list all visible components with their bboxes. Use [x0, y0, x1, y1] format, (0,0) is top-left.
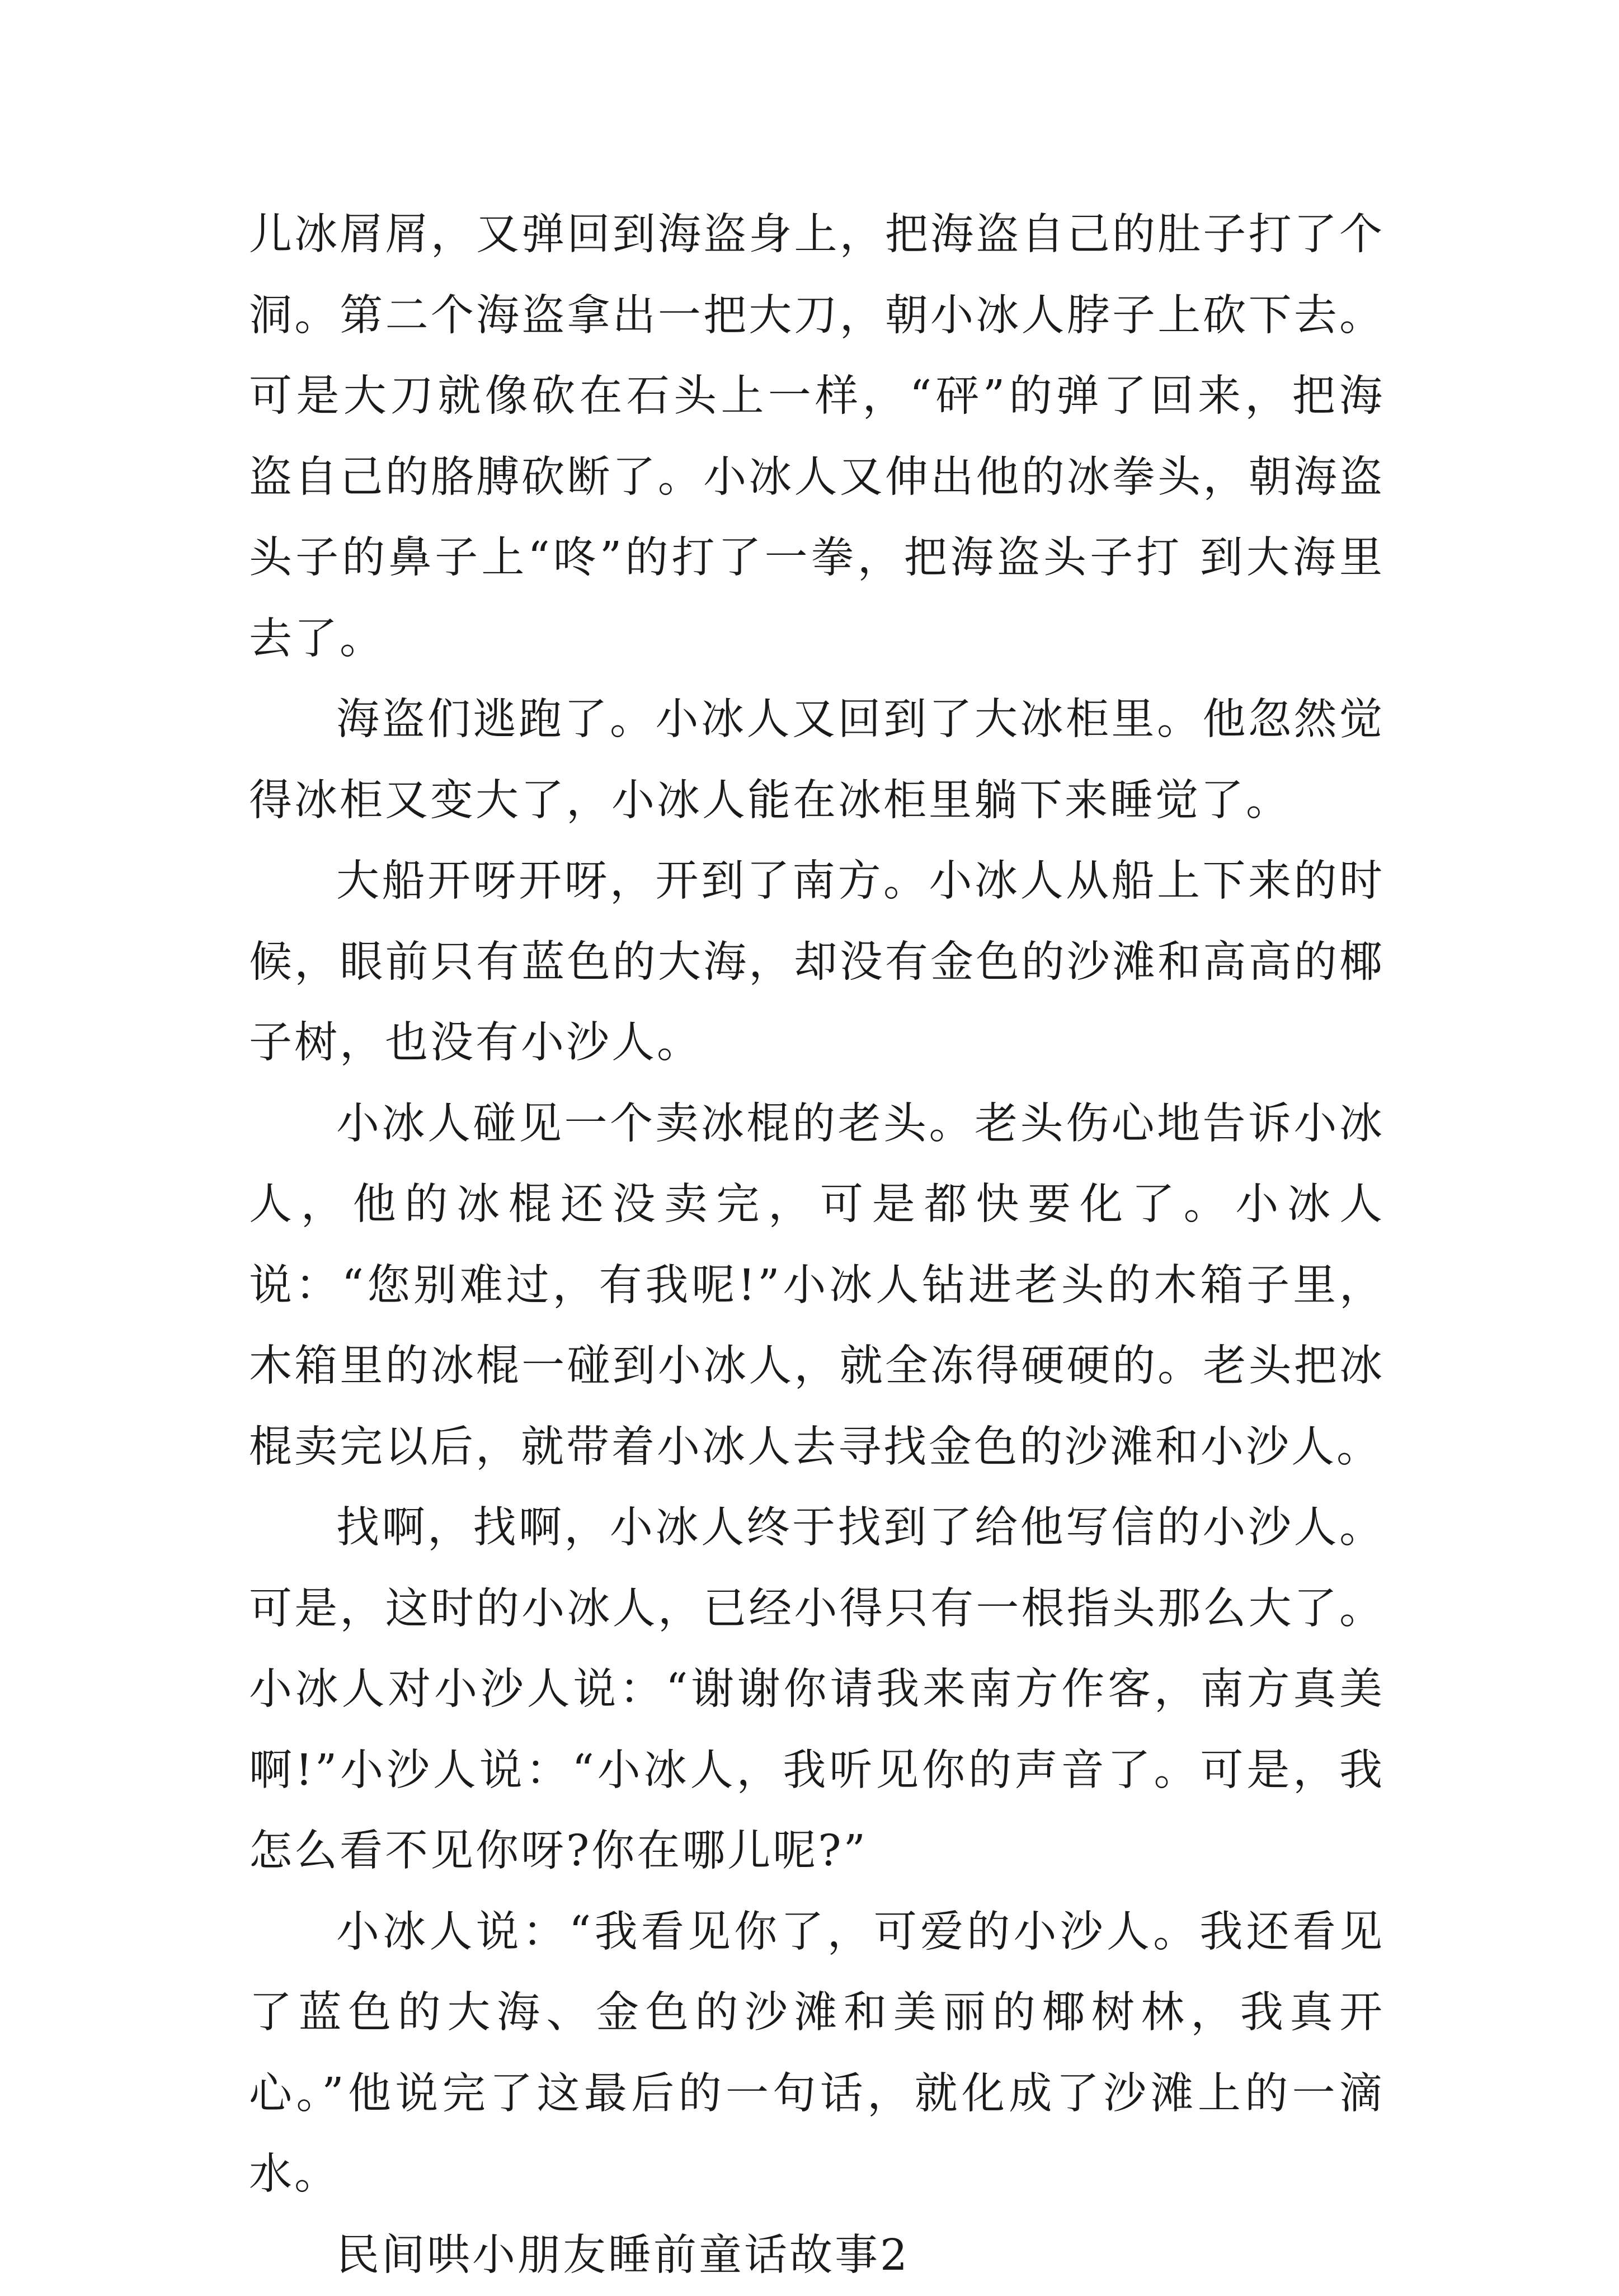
- paragraph: 海盗们逃跑了。小冰人又回到了大冰柜里。他忽然觉得冰柜又变大了，小冰人能在冰柜里躺下来睡觉了。: [249, 680, 1385, 841]
- paragraph: 小冰人说：“我看见你了，可爱的小沙人。我还看见了蓝色的大海、金色的沙滩和美丽的椰树林，我真开心。”他说完了这最后的一句话，就化成了沙滩上的一滴水。: [249, 1892, 1385, 2215]
- paragraph-continued: 儿冰屑屑，又弹回到海盗身上，把海盗自己的肚子打了个洞。第二个海盗拿出一把大刀，朝小冰人脖子上砍下去。可是大刀就像砍在石头上一样，“砰”的弹了回来，把海盗自己的胳膊砍断了。小冰人又伸出他的冰拳头，朝海盗头子的鼻子上“咚”的打了一拳，把海盗头子打 到大海里去了。: [249, 195, 1385, 680]
- paragraph: 大船开呀开呀，开到了南方。小冰人从船上下来的时候，眼前只有蓝色的大海，却没有金色的沙滩和高高的椰子树，也没有小沙人。: [249, 841, 1385, 1084]
- paragraph: 小冰人碰见一个卖冰棍的老头。老头伤心地告诉小冰人，他的冰棍还没卖完，可是都快要化了。小冰人说：“您别难过，有我呢!”小冰人钻进老头的木箱子里，木箱里的冰棍一碰到小冰人，就全冻得硬硬的。老头把冰棍卖完以后，就带着小冰人去寻找金色的沙滩和小沙人。: [249, 1084, 1385, 1488]
- story-heading: 民间哄小朋友睡前童话故事2: [249, 2215, 1385, 2296]
- document-body: [249, 195, 1385, 2296]
- paragraph: 找啊，找啊，小冰人终于找到了给他写信的小沙人。可是，这时的小冰人，已经小得只有一根指头那么大了。小冰人对小沙人说：“谢谢你请我来南方作客，南方真美啊!”小沙人说：“小冰人，我听见你的声音了。可是，我怎么看不见你呀?你在哪儿呢?”: [249, 1488, 1385, 1892]
